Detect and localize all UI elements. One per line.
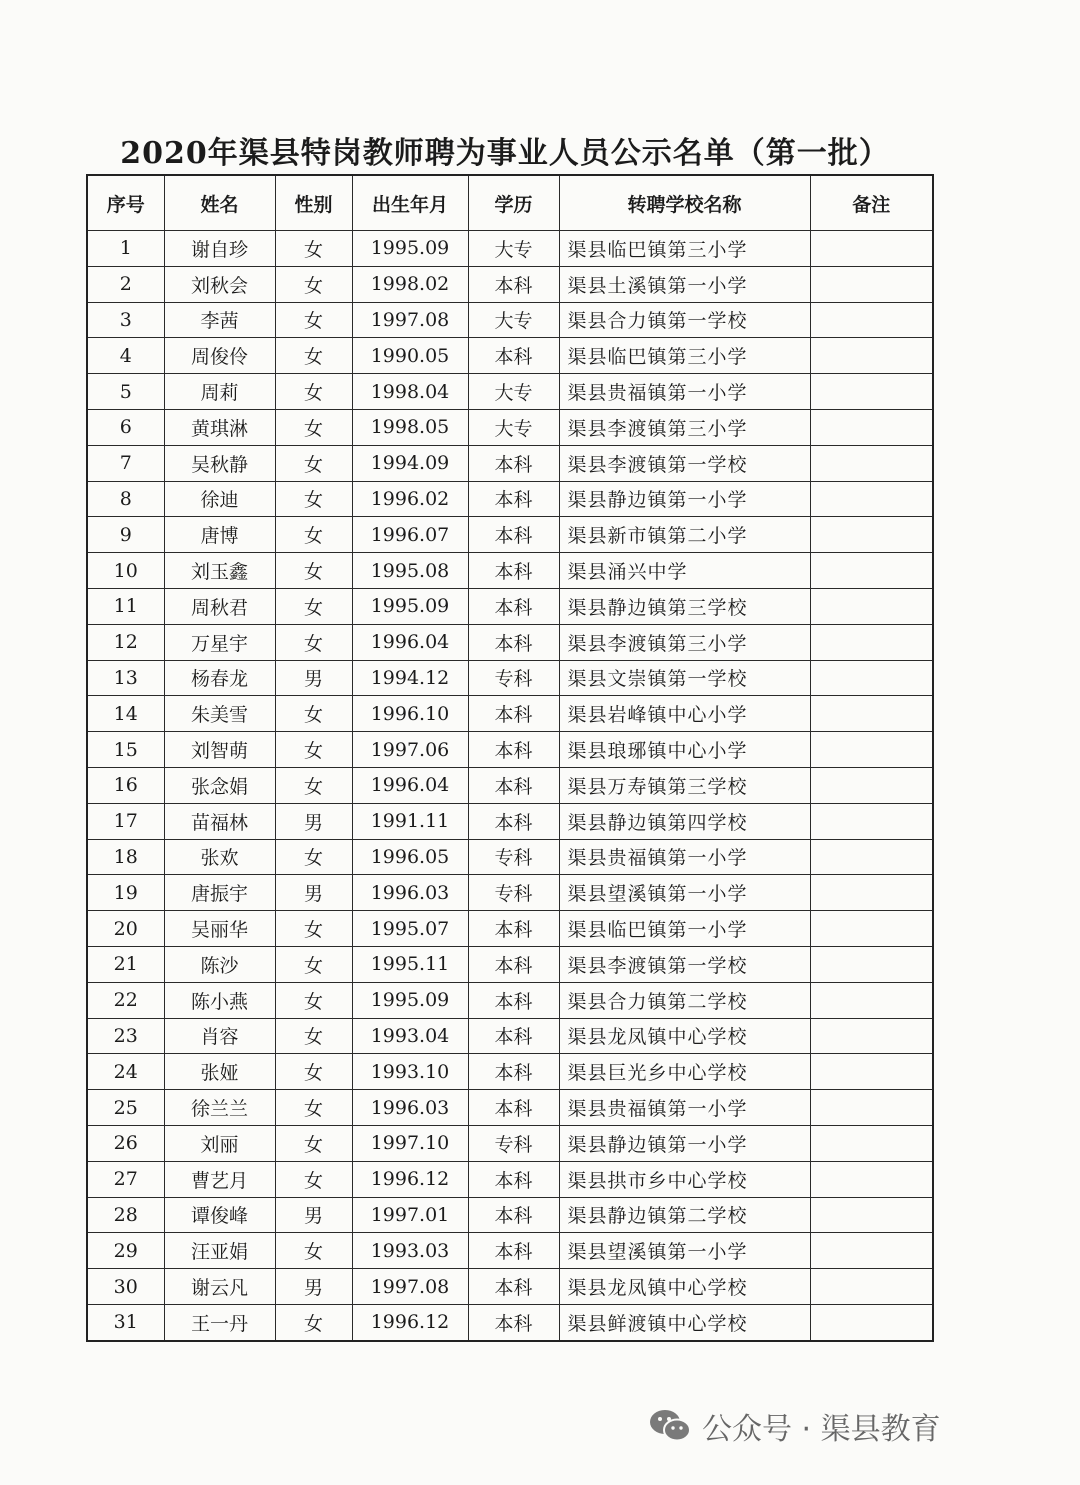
table-row (87, 911, 933, 947)
cell-remarks (810, 231, 933, 267)
cell-education: 专科 (468, 839, 559, 875)
cell-education: 本科 (468, 1018, 559, 1054)
cell-index: 10 (87, 553, 164, 589)
cell-index: 28 (87, 1197, 164, 1233)
cell-education: 本科 (468, 1090, 559, 1126)
cell-birth: 1993.03 (352, 1233, 468, 1269)
cell-education: 本科 (468, 1269, 559, 1305)
cell-name: 万星宇 (164, 624, 275, 660)
cell-birth: 1997.08 (352, 1269, 468, 1305)
column-header-index: 序号 (87, 175, 164, 231)
cell-name: 谢云凡 (164, 1269, 275, 1305)
table-row (87, 982, 933, 1018)
cell-index: 24 (87, 1054, 164, 1090)
cell-school: 渠县龙凤镇中心学校 (559, 1269, 810, 1305)
cell-birth: 1996.07 (352, 517, 468, 553)
table-row (87, 517, 933, 553)
cell-index: 21 (87, 946, 164, 982)
cell-school: 渠县临巴镇第三小学 (559, 231, 810, 267)
cell-education: 本科 (468, 517, 559, 553)
cell-birth: 1996.10 (352, 696, 468, 732)
cell-education: 大专 (468, 374, 559, 410)
cell-remarks (810, 1090, 933, 1126)
cell-name: 徐迪 (164, 481, 275, 517)
cell-education: 本科 (468, 732, 559, 768)
cell-education: 专科 (468, 1125, 559, 1161)
cell-gender: 男 (275, 875, 352, 911)
cell-school: 渠县静边镇第二学校 (559, 1197, 810, 1233)
cell-name: 苗福林 (164, 803, 275, 839)
cell-gender: 女 (275, 624, 352, 660)
cell-remarks (810, 1054, 933, 1090)
table-row (87, 481, 933, 517)
column-header-name: 姓名 (164, 175, 275, 231)
cell-remarks (810, 1197, 933, 1233)
cell-name: 周俊伶 (164, 338, 275, 374)
cell-remarks (810, 982, 933, 1018)
cell-birth: 1998.05 (352, 409, 468, 445)
cell-school: 渠县龙凤镇中心学校 (559, 1018, 810, 1054)
cell-education: 本科 (468, 696, 559, 732)
cell-gender: 女 (275, 696, 352, 732)
roster-table (86, 174, 934, 1342)
cell-remarks (810, 803, 933, 839)
cell-name: 黄琪淋 (164, 409, 275, 445)
cell-birth: 1998.02 (352, 266, 468, 302)
cell-education: 本科 (468, 1197, 559, 1233)
cell-gender: 女 (275, 1125, 352, 1161)
cell-remarks (810, 409, 933, 445)
cell-birth: 1990.05 (352, 338, 468, 374)
cell-school: 渠县拱市乡中心学校 (559, 1161, 810, 1197)
cell-index: 27 (87, 1161, 164, 1197)
cell-index: 22 (87, 982, 164, 1018)
cell-birth: 1995.09 (352, 588, 468, 624)
cell-school: 渠县李渡镇第三小学 (559, 409, 810, 445)
cell-remarks (810, 445, 933, 481)
cell-remarks (810, 624, 933, 660)
cell-education: 本科 (468, 338, 559, 374)
cell-birth: 1996.04 (352, 624, 468, 660)
table-row (87, 445, 933, 481)
cell-gender: 女 (275, 481, 352, 517)
cell-birth: 1995.08 (352, 553, 468, 589)
cell-name: 杨春龙 (164, 660, 275, 696)
table-row (87, 839, 933, 875)
cell-gender: 女 (275, 1233, 352, 1269)
cell-school: 渠县新市镇第二小学 (559, 517, 810, 553)
cell-education: 本科 (468, 1233, 559, 1269)
cell-school: 渠县李渡镇第三小学 (559, 624, 810, 660)
cell-school: 渠县涌兴中学 (559, 553, 810, 589)
table-row (87, 767, 933, 803)
cell-school: 渠县贵福镇第一小学 (559, 839, 810, 875)
cell-birth: 1994.09 (352, 445, 468, 481)
cell-name: 肖容 (164, 1018, 275, 1054)
cell-gender: 男 (275, 660, 352, 696)
cell-gender: 女 (275, 302, 352, 338)
table-row (87, 875, 933, 911)
table-row (87, 1018, 933, 1054)
table-row (87, 1304, 933, 1340)
cell-index: 18 (87, 839, 164, 875)
cell-school: 渠县望溪镇第一小学 (559, 875, 810, 911)
cell-school: 渠县琅琊镇中心小学 (559, 732, 810, 768)
cell-birth: 1991.11 (352, 803, 468, 839)
cell-gender: 女 (275, 1018, 352, 1054)
cell-education: 本科 (468, 982, 559, 1018)
cell-school: 渠县静边镇第四学校 (559, 803, 810, 839)
cell-birth: 1996.02 (352, 481, 468, 517)
cell-name: 吴秋静 (164, 445, 275, 481)
cell-education: 本科 (468, 1304, 559, 1340)
cell-name: 刘玉鑫 (164, 553, 275, 589)
cell-education: 专科 (468, 660, 559, 696)
table-row (87, 302, 933, 338)
cell-school: 渠县李渡镇第一学校 (559, 445, 810, 481)
table-row (87, 553, 933, 589)
cell-name: 刘丽 (164, 1125, 275, 1161)
cell-index: 14 (87, 696, 164, 732)
cell-birth: 1997.08 (352, 302, 468, 338)
cell-name: 张娅 (164, 1054, 275, 1090)
cell-school: 渠县贵福镇第一小学 (559, 374, 810, 410)
cell-index: 20 (87, 911, 164, 947)
table-row (87, 660, 933, 696)
table-row (87, 374, 933, 410)
cell-education: 本科 (468, 1054, 559, 1090)
cell-education: 大专 (468, 409, 559, 445)
cell-gender: 男 (275, 1197, 352, 1233)
column-header-birth: 出生年月 (352, 175, 468, 231)
cell-remarks (810, 1161, 933, 1197)
cell-gender: 女 (275, 374, 352, 410)
cell-index: 29 (87, 1233, 164, 1269)
cell-remarks (810, 302, 933, 338)
cell-remarks (810, 1269, 933, 1305)
cell-name: 徐兰兰 (164, 1090, 275, 1126)
cell-education: 本科 (468, 946, 559, 982)
cell-remarks (810, 946, 933, 982)
cell-index: 19 (87, 875, 164, 911)
cell-education: 本科 (468, 911, 559, 947)
column-header-school: 转聘学校名称 (559, 175, 810, 231)
cell-gender: 女 (275, 982, 352, 1018)
cell-name: 吴丽华 (164, 911, 275, 947)
cell-school: 渠县望溪镇第一小学 (559, 1233, 810, 1269)
cell-birth: 1995.07 (352, 911, 468, 947)
cell-gender: 女 (275, 767, 352, 803)
cell-index: 9 (87, 517, 164, 553)
cell-school: 渠县李渡镇第一学校 (559, 946, 810, 982)
cell-remarks (810, 481, 933, 517)
cell-birth: 1995.11 (352, 946, 468, 982)
cell-remarks (810, 875, 933, 911)
cell-education: 大专 (468, 231, 559, 267)
cell-education: 本科 (468, 767, 559, 803)
cell-name: 周秋君 (164, 588, 275, 624)
cell-remarks (810, 1304, 933, 1340)
cell-name: 王一丹 (164, 1304, 275, 1340)
cell-gender: 女 (275, 911, 352, 947)
cell-birth: 1996.03 (352, 875, 468, 911)
table-row (87, 732, 933, 768)
cell-index: 5 (87, 374, 164, 410)
cell-index: 26 (87, 1125, 164, 1161)
cell-remarks (810, 374, 933, 410)
table-row (87, 588, 933, 624)
cell-name: 汪亚娟 (164, 1233, 275, 1269)
cell-gender: 女 (275, 588, 352, 624)
cell-school: 渠县万寿镇第三学校 (559, 767, 810, 803)
cell-birth: 1994.12 (352, 660, 468, 696)
table-row (87, 409, 933, 445)
cell-school: 渠县贵福镇第一小学 (559, 1090, 810, 1126)
cell-remarks (810, 517, 933, 553)
cell-remarks (810, 660, 933, 696)
cell-remarks (810, 767, 933, 803)
cell-birth: 1997.06 (352, 732, 468, 768)
cell-name: 朱美雪 (164, 696, 275, 732)
column-header-education: 学历 (468, 175, 559, 231)
cell-index: 23 (87, 1018, 164, 1054)
table-body (87, 231, 933, 1341)
cell-remarks (810, 588, 933, 624)
cell-name: 刘智萌 (164, 732, 275, 768)
cell-gender: 男 (275, 1269, 352, 1305)
cell-remarks (810, 696, 933, 732)
cell-school: 渠县合力镇第二学校 (559, 982, 810, 1018)
cell-education: 本科 (468, 481, 559, 517)
cell-index: 6 (87, 409, 164, 445)
cell-school: 渠县临巴镇第三小学 (559, 338, 810, 374)
cell-remarks (810, 732, 933, 768)
cell-index: 31 (87, 1304, 164, 1340)
cell-gender: 女 (275, 409, 352, 445)
table-row (87, 624, 933, 660)
cell-index: 4 (87, 338, 164, 374)
cell-remarks (810, 338, 933, 374)
cell-index: 13 (87, 660, 164, 696)
cell-school: 渠县文崇镇第一学校 (559, 660, 810, 696)
cell-name: 周莉 (164, 374, 275, 410)
cell-gender: 女 (275, 517, 352, 553)
cell-school: 渠县巨光乡中心学校 (559, 1054, 810, 1090)
cell-name: 张念娟 (164, 767, 275, 803)
cell-birth: 1996.04 (352, 767, 468, 803)
cell-school: 渠县临巴镇第一小学 (559, 911, 810, 947)
cell-education: 本科 (468, 588, 559, 624)
cell-education: 本科 (468, 553, 559, 589)
table-row (87, 1233, 933, 1269)
cell-gender: 女 (275, 338, 352, 374)
cell-index: 17 (87, 803, 164, 839)
cell-name: 曹艺月 (164, 1161, 275, 1197)
table-row (87, 1161, 933, 1197)
cell-index: 25 (87, 1090, 164, 1126)
table-row (87, 1125, 933, 1161)
cell-remarks (810, 1233, 933, 1269)
cell-gender: 女 (275, 1304, 352, 1340)
watermark-text: 公众号 · 渠县教育 (702, 1412, 941, 1447)
cell-name: 谭俊峰 (164, 1197, 275, 1233)
cell-birth: 1996.05 (352, 839, 468, 875)
table-row (87, 946, 933, 982)
table-header-row (87, 175, 933, 231)
cell-name: 李茜 (164, 302, 275, 338)
cell-index: 12 (87, 624, 164, 660)
cell-education: 大专 (468, 302, 559, 338)
cell-index: 2 (87, 266, 164, 302)
cell-gender: 女 (275, 1054, 352, 1090)
cell-gender: 女 (275, 946, 352, 982)
wechat-icon (648, 1407, 692, 1445)
cell-school: 渠县静边镇第一小学 (559, 1125, 810, 1161)
cell-gender: 女 (275, 266, 352, 302)
cell-name: 陈沙 (164, 946, 275, 982)
cell-birth: 1993.04 (352, 1018, 468, 1054)
cell-remarks (810, 911, 933, 947)
cell-gender: 女 (275, 445, 352, 481)
table-row (87, 1054, 933, 1090)
cell-name: 张欢 (164, 839, 275, 875)
cell-remarks (810, 1018, 933, 1054)
cell-birth: 1996.03 (352, 1090, 468, 1126)
cell-remarks (810, 266, 933, 302)
cell-index: 30 (87, 1269, 164, 1305)
table-row (87, 696, 933, 732)
table-row (87, 338, 933, 374)
table-row (87, 1269, 933, 1305)
cell-gender: 女 (275, 839, 352, 875)
cell-birth: 1995.09 (352, 982, 468, 1018)
cell-gender: 女 (275, 1161, 352, 1197)
cell-index: 7 (87, 445, 164, 481)
cell-school: 渠县合力镇第一学校 (559, 302, 810, 338)
cell-education: 专科 (468, 875, 559, 911)
cell-index: 11 (87, 588, 164, 624)
cell-gender: 女 (275, 553, 352, 589)
cell-school: 渠县土溪镇第一小学 (559, 266, 810, 302)
cell-index: 15 (87, 732, 164, 768)
cell-birth: 1995.09 (352, 231, 468, 267)
table-row (87, 266, 933, 302)
table-row (87, 231, 933, 267)
cell-education: 本科 (468, 445, 559, 481)
cell-school: 渠县鲜渡镇中心学校 (559, 1304, 810, 1340)
cell-school: 渠县静边镇第三学校 (559, 588, 810, 624)
cell-name: 陈小燕 (164, 982, 275, 1018)
cell-index: 3 (87, 302, 164, 338)
cell-name: 唐博 (164, 517, 275, 553)
cell-index: 8 (87, 481, 164, 517)
cell-remarks (810, 1125, 933, 1161)
table-row (87, 1197, 933, 1233)
cell-birth: 1998.04 (352, 374, 468, 410)
table-row (87, 803, 933, 839)
cell-education: 本科 (468, 266, 559, 302)
cell-education: 本科 (468, 1161, 559, 1197)
cell-name: 谢自珍 (164, 231, 275, 267)
cell-index: 1 (87, 231, 164, 267)
cell-birth: 1997.10 (352, 1125, 468, 1161)
cell-education: 本科 (468, 624, 559, 660)
cell-education: 本科 (468, 803, 559, 839)
cell-gender: 女 (275, 231, 352, 267)
page-title: 2020年渠县特岗教师聘为事业人员公示名单（第一批） (120, 136, 890, 171)
column-header-gender: 性别 (275, 175, 352, 231)
cell-birth: 1996.12 (352, 1304, 468, 1340)
cell-school: 渠县静边镇第一小学 (559, 481, 810, 517)
cell-name: 唐振宇 (164, 875, 275, 911)
cell-name: 刘秋会 (164, 266, 275, 302)
watermark (648, 1404, 941, 1448)
cell-remarks (810, 553, 933, 589)
cell-birth: 1993.10 (352, 1054, 468, 1090)
cell-index: 16 (87, 767, 164, 803)
cell-gender: 女 (275, 732, 352, 768)
cell-gender: 男 (275, 803, 352, 839)
column-header-remarks: 备注 (810, 175, 933, 231)
cell-birth: 1997.01 (352, 1197, 468, 1233)
cell-birth: 1996.12 (352, 1161, 468, 1197)
cell-gender: 女 (275, 1090, 352, 1126)
table-row (87, 1090, 933, 1126)
cell-remarks (810, 839, 933, 875)
cell-school: 渠县岩峰镇中心小学 (559, 696, 810, 732)
